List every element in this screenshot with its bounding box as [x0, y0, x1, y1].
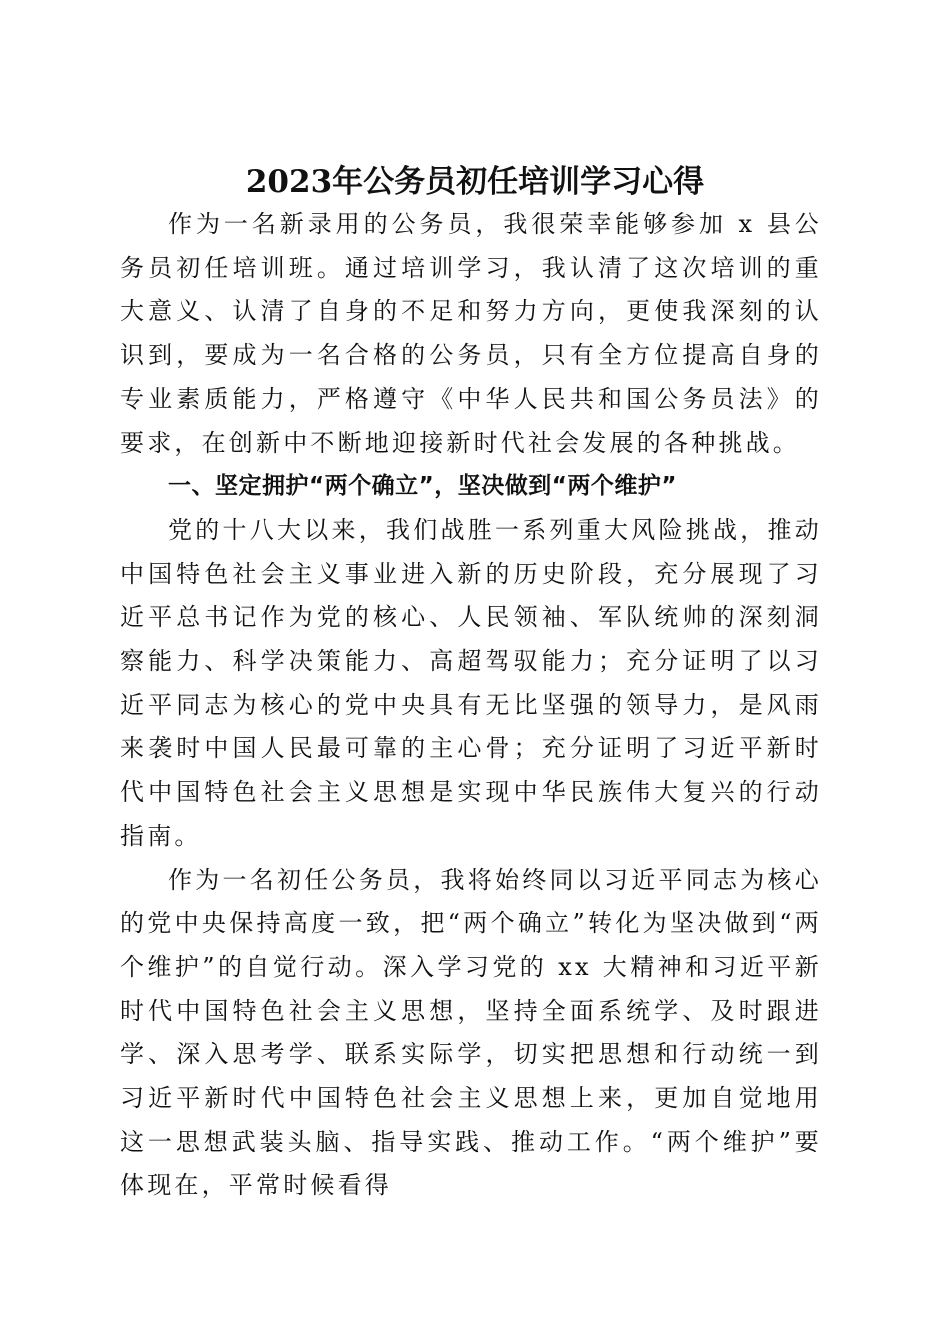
document-body: [120, 203, 822, 1208]
paragraph-section1-b: 作为一名初任公务员，我将始终同以习近平同志为核心的党中央保持高度一致，把“两个确立”转化为坚决做到“两个维护”的自觉行动。深入学习党的 xx 大精神和习近平新时代中国特色社会主义思想，坚持全面系统学、及时跟进学、深入思考学、联系实际学，切实把思想和行动统一到习近平新时代中国特色社会主义思想上来，更加自觉地用这一思想武装头脑、指导实践、推动工作。“两个维护”要体现在，平常时候看得: [120, 865, 822, 1200]
document-title: 2023年公务员初任培训学习心得: [245, 163, 705, 200]
paragraph-intro: 作为一名新录用的公务员，我很荣幸能够参加 x 县公务员初任培训班。通过培训学习，我认清了这次培训的重大意义、认清了自身的不足和努力方向，更使我深刻的认识到，要成为一名合格的公务员，只有全方位提高自身的专业素质能力，严格遵守《中华人民共和国公务员法》的要求，在创新中不断地迎接新时代社会发展的各种挑战。: [120, 210, 822, 457]
paragraph-section1-a: 党的十八大以来，我们战胜一系列重大风险挑战，推动中国特色社会主义事业进入新的历史阶段，充分展现了习近平总书记作为党的核心、人民领袖、军队统帅的深刻洞察能力、科学决策能力、高超驾驭能力；充分证明了以习近平同志为核心的党中央具有无比坚强的领导力，是风雨来袭时中国人民最可靠的主心骨；充分证明了习近平新时代中国特色社会主义思想是实现中华民族伟大复兴的行动指南。: [120, 515, 822, 850]
section-heading-1: 一、坚定拥护“两个确立”，坚决做到“两个维护”: [168, 473, 677, 500]
